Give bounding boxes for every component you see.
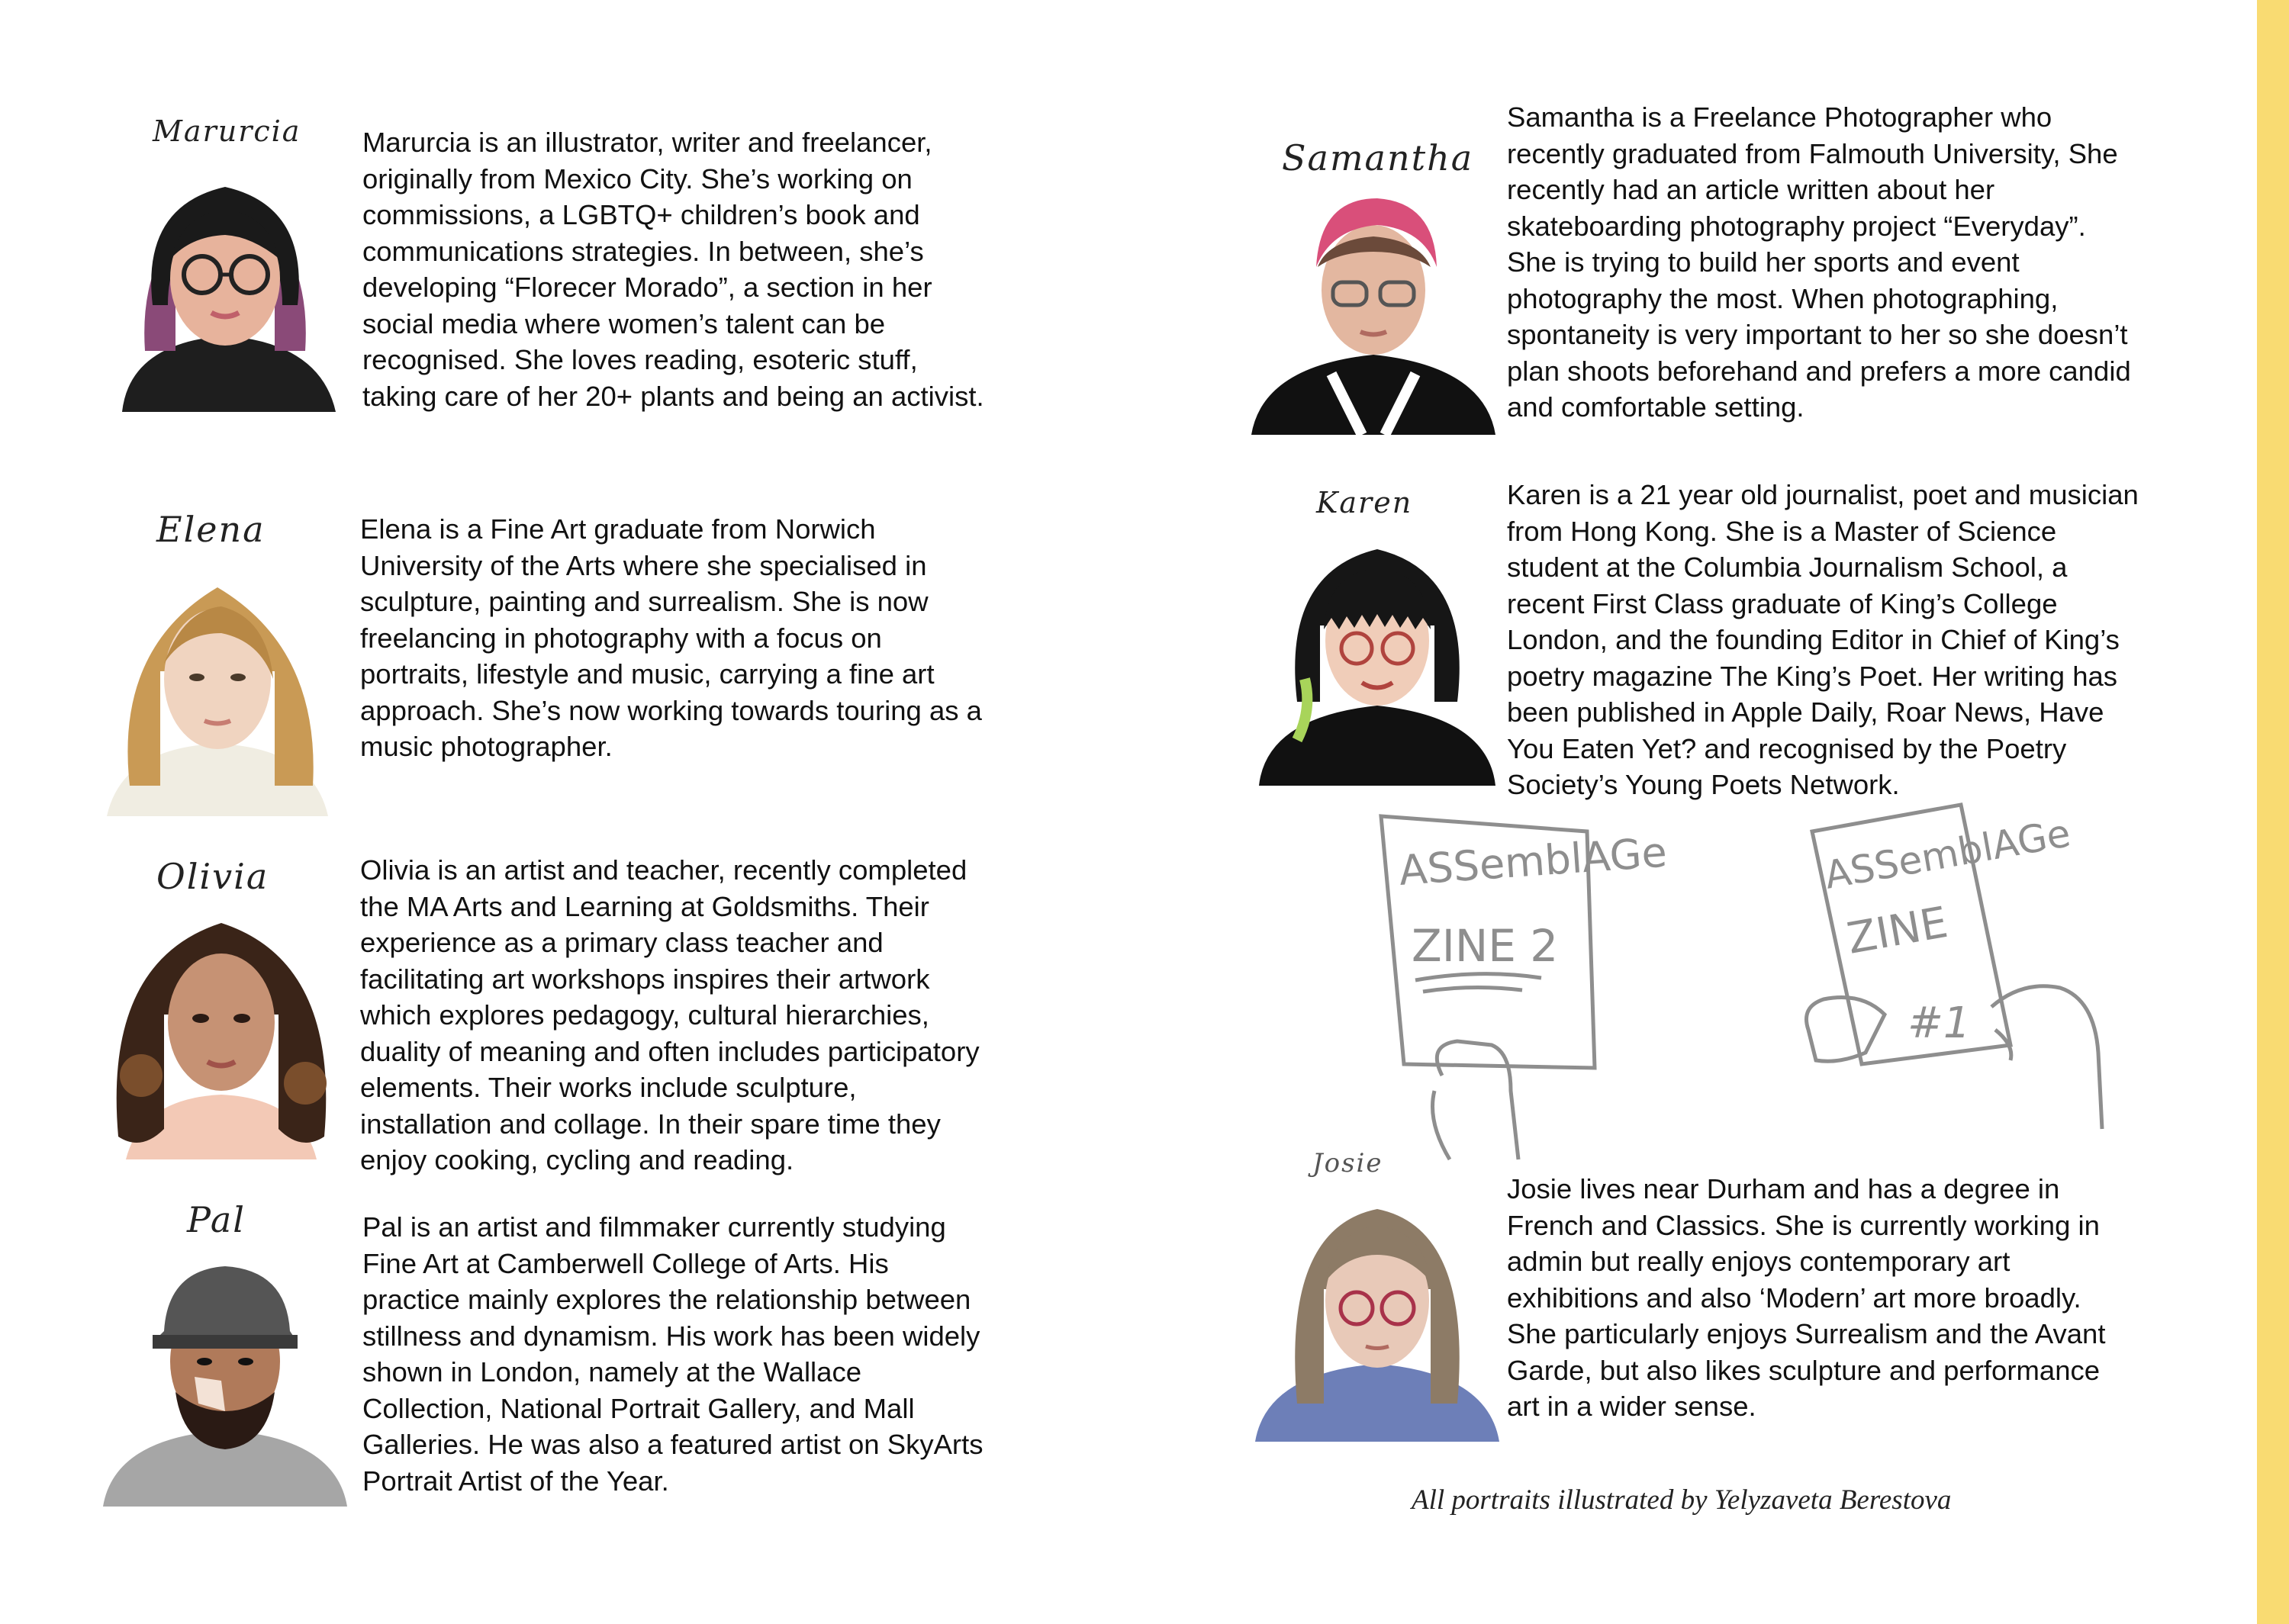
signature-marurcia: Marurcia xyxy=(153,114,301,148)
zine-1-sketch xyxy=(1793,801,2114,1159)
bio-samantha: Samantha is a Freelance Photographer who recently graduated from Falmouth University, She recently had an article written about her skateboarding photography project “Everyday”. She is trying to build her sports and event photography the most. When photographing, spontaneity is very important to her so she doesn’t plan shoots beforehand and prefers a more candid and comfortable setting. xyxy=(1507,101,2131,423)
illustration-credit: All portraits illustrated by Yelyzaveta Berestova xyxy=(1412,1484,1952,1516)
zine-1-title-top: ASSemblAGe xyxy=(1821,811,2074,898)
signature-elena: Elena xyxy=(156,509,266,550)
zine-2-title-main: ZINE 2 xyxy=(1412,920,1559,972)
bio-karen: Karen is a 21 year old journalist, poet and musician from Hong Kong. She is a Master of Science student at the Columbia Journalism School, a recent First Class graduate of King’s College London, and the founding Editor in Chief of King’s poetry magazine The King’s Poet. Her writing has been published in Apple Daily, Roar News, Have You Eaten Yet? and recognised by the Poetry Society’s Young Poets Network. xyxy=(1507,479,2139,800)
bio-josie: Josie lives near Durham and has a degree in French and Classics. She is currently working in admin but really enjoys contemporary art exhibitions and also ‘Modern’ art more broadly. She particularly enjoys Surrealism and the Avant Garde, but also likes sculpture and performance art in a wider sense. xyxy=(1507,1173,2106,1422)
signature-samantha: Samantha xyxy=(1282,137,1474,178)
portrait-pal xyxy=(99,1247,351,1499)
portrait-karen xyxy=(1251,526,1503,778)
signature-olivia: Olivia xyxy=(156,856,269,897)
portrait-josie xyxy=(1251,1182,1503,1434)
signature-karen: Karen xyxy=(1316,486,1413,519)
portrait-olivia xyxy=(95,900,347,1152)
bio-olivia: Olivia is an artist and teacher, recently completed the MA Arts and Learning at Goldsmiths. Their experience as a primary class teacher and facilitating art workshops inspires their artwork which explores pedagogy, cultural hierarchies, duality of meaning and often includes participatory elements. Their works include sculpture, installation and collage. In their spare time they enjoy cooking, cycling and reading. xyxy=(360,854,980,1175)
zine-2-sketch xyxy=(1358,801,1669,1159)
bio-marurcia: Marurcia is an illustrator, writer and freelancer, originally from Mexico City. She’s working on commissions, a LGBTQ+ children’s book and communications strategies. In between, she’s developing “Florecer Morado”, a section in her social media where women’s talent can be recognised. She loves reading, esoteric stuff, taking care of her 20+ plants and being an activist. xyxy=(362,127,984,412)
yellow-edge-strip xyxy=(2257,0,2289,1624)
bio-pal: Pal is an artist and filmmaker currently studying Fine Art at Camberwell College of Arts. His practice mainly explores the relationship between stillness and dynamism. His work has been widely shown in London, namely at the Wallace Collection, National Portrait Gallery, and Mall Galleries. He was also a featured artist on SkyArts Portrait Artist of the Year. xyxy=(362,1211,984,1497)
portrait-elena xyxy=(92,557,343,809)
signature-pal: Pal xyxy=(187,1199,246,1240)
portrait-samantha xyxy=(1248,175,1499,427)
zine-1-title-main: ZINE xyxy=(1843,897,1952,964)
signature-josie: Josie xyxy=(1312,1148,1383,1179)
portrait-marurcia xyxy=(99,153,351,404)
bio-elena: Elena is a Fine Art graduate from Norwich University of the Arts where she specialised in sculpture, painting and surrealism. She is now freelancing in photography with a focus on portraits, lifestyle and music, carrying a fine art approach. She’s now working towards touring as a music photographer. xyxy=(360,513,982,762)
zine-2-title-top: ASSemblAGe xyxy=(1397,828,1669,895)
zine-1-issue: #1 xyxy=(1908,999,1971,1048)
